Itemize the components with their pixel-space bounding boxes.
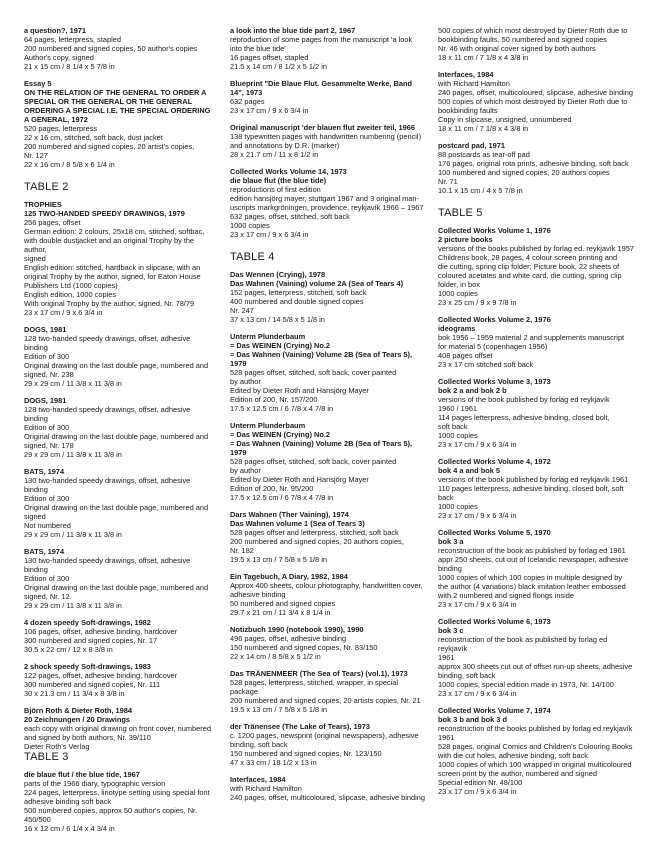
entry-detail-line: 29 x 29 cm / 11 3/8 x 11 3/8 in xyxy=(24,450,122,459)
table-heading: TABLE 5 xyxy=(438,207,483,219)
entry-detail-line: binding, soft back xyxy=(230,740,288,749)
entry-title-line: bok 4 a and bok 5 xyxy=(438,466,501,475)
catalogue-entry xyxy=(230,722,426,767)
entry-detail-line: 1000 copies, special edition made in 1973, Nr. 14/100 xyxy=(438,680,614,689)
entry-detail-line: edition hansjörg mayer, stuttgart 1967 and 3 original man- xyxy=(230,194,419,203)
catalogue-entry xyxy=(230,669,426,714)
entry-detail-line: 500 copies of which most destroyed by Dieter Roth due to xyxy=(438,26,628,35)
entry-detail-line: 23 x 17 cm / 9 x 6 3/4 in xyxy=(230,230,309,239)
entry-detail-line: versions of the book published by forlag ed reykjavík xyxy=(438,395,610,404)
entry-detail-line: 632 pages xyxy=(230,97,265,106)
entry-detail-line: 28 x 21.7 cm / 11 x 8 1/2 in xyxy=(230,150,319,159)
entry-detail-line: 23 x 17 cm / 9 x 6 3/4 in xyxy=(438,600,517,609)
entry-detail-line: 528 pages offset, stitched, soft back, cover painted xyxy=(230,457,397,466)
entry-title-line: BATS, 1974 xyxy=(24,547,65,556)
catalogue-entry xyxy=(230,123,426,159)
entry-detail-line: reproductions of first edition xyxy=(230,185,321,194)
catalogue-entry xyxy=(24,26,216,71)
entry-detail-line: 10.1 x 15 cm / 4 x 5 7/8 in xyxy=(438,186,523,195)
entry-detail-line: 21 x 15 cm / 8 1/4 x 5 7/8 in xyxy=(24,62,115,71)
entry-detail-line: appr 250 sheets, cut out of Icelandic newspaper, adhesive xyxy=(438,555,629,564)
entry-detail-line: 47 x 33 cm / 18 1/2 x 13 in xyxy=(230,758,317,767)
entry-detail-line: die cutting, spring clip folder; Picture book, 22 sheets of xyxy=(438,262,620,271)
entry-title-line: 4 dozen speedy Soft-drawings, 1982 xyxy=(24,618,151,627)
entry-detail-line: 152 pages, letterpress, stitched, soft back xyxy=(230,288,367,297)
entry-title-line: bok 3 b and bok 3 d xyxy=(438,715,507,724)
entry-detail-line: 500 copies of which most destroyed by Dieter Roth due to xyxy=(438,97,628,106)
entry-detail-line: 1000 copies of which 100 copies in multiple designed by xyxy=(438,573,623,582)
column-right xyxy=(438,26,638,804)
entry-detail-line: adhesive binding xyxy=(230,590,286,599)
entry-detail-line: Original drawing on the last double page, numbered and xyxy=(24,583,209,592)
entry-detail-line: 1000 copies xyxy=(438,289,478,298)
entry-detail-line: adhesive binding soft back xyxy=(24,797,112,806)
entry-title-line: Collected Works Volume 1, 1976 xyxy=(438,226,551,235)
entry-detail-line: 106 pages, offset, adhesive binding, hardcover xyxy=(24,627,178,636)
entry-detail-line: 21.5 x 14 cm / 8 1/2 x 5 1/2 in xyxy=(230,62,327,71)
entry-detail-line: 450/500 xyxy=(24,815,51,824)
entry-detail-line: Original drawing on the last double page, numbered and xyxy=(24,361,209,370)
catalogue-entry xyxy=(24,200,216,317)
entry-detail-line: 29 x 29 cm / 11 3/8 x 11 3/8 in xyxy=(24,530,122,539)
entry-title-line: BATS, 1974 xyxy=(24,467,65,476)
entry-detail-line: 256 pages, offset xyxy=(24,218,81,227)
table-heading: TABLE 2 xyxy=(24,181,69,193)
entry-title-line: TROPHIES xyxy=(24,200,62,209)
entry-detail-line: original Trophy by the author, signed, for Eaton House xyxy=(24,272,201,281)
entry-detail-line: 528 pages, original Comics and Children's Colouring Books xyxy=(438,742,633,751)
entry-detail-line: and annotations by D.R. (marker) xyxy=(230,141,340,150)
catalogue-entry xyxy=(230,572,426,617)
entry-detail-line: folder, in box xyxy=(438,280,480,289)
entry-detail-line: Not numbered xyxy=(24,521,71,530)
entry-detail-line: Original drawing on the last double page, numbered and xyxy=(24,503,209,512)
catalogue-entry xyxy=(438,377,638,449)
entry-detail-line: Edition of 200, Nr. 95/200 xyxy=(230,484,314,493)
entry-detail-line: signed xyxy=(24,254,46,263)
entry-detail-line: Edited by Dieter Roth and Hansjörg Mayer xyxy=(230,386,369,395)
entry-title-line: 2 shock speedy Soft-drawings, 1983 xyxy=(24,662,151,671)
entry-detail-line: reconstruction of the book as published by forlag ed reykjavík xyxy=(438,635,608,653)
entry-detail-line: with Richard Hamilton xyxy=(438,79,510,88)
entry-detail-line: 1000 copies of which 100 wrapped in original multicoloured xyxy=(438,760,632,769)
entry-detail-line: 1000 copies xyxy=(230,221,270,230)
entry-detail-line: 128 two-handed speedy drawings, offset, adhesive binding xyxy=(24,405,191,423)
entry-title-line: postcard pad, 1971 xyxy=(438,141,505,150)
entry-title-line: bok 3 a xyxy=(438,537,464,546)
entry-title-line: der Tränensee (The Lake of Tears), 1973 xyxy=(230,722,370,731)
entry-detail-line: reproduction of some pages from the manuscript 'a look xyxy=(230,35,413,44)
entry-detail-line: 1961 xyxy=(438,653,455,662)
entry-detail-line: English edition: stitched, hardback in slipcase, with an xyxy=(24,263,201,272)
entry-detail-line: 16 x 12 cm / 6 1/4 x 4 3/4 in xyxy=(24,824,115,833)
entry-title-line: Collected Works Volume 7, 1974 xyxy=(438,706,551,715)
entry-detail-line: 29 x 29 cm / 11 3/8 x 11 3/8 in xyxy=(24,601,122,610)
entry-detail-line: Edition of 300 xyxy=(24,494,70,503)
entry-detail-line: Nr. 247 xyxy=(230,306,254,315)
entry-title-line: Collected Works Volume 6, 1973 xyxy=(438,617,551,626)
entry-detail-line: 23 x 17 cm / 9 x 6 3/4 in xyxy=(438,511,517,520)
table-heading: TABLE 4 xyxy=(230,251,275,263)
entry-title-line: SPECIAL OR THE GENERAL OR THE GENERAL xyxy=(24,97,193,106)
entry-detail-line: versions of the book published by forlag ed reykjavík 1961 xyxy=(438,475,629,484)
entry-detail-line: 300 numbered and signed copies, Nr. 111 xyxy=(24,680,161,689)
entry-title-line: Original manuscript 'der blauen flut zweiter teil, 1966 xyxy=(230,123,415,132)
entry-detail-line: 22 x 14 cm / 8 5/8 x 5 1/2 in xyxy=(230,652,321,661)
catalogue-entry xyxy=(438,457,638,520)
entry-title-line: Collected Works Volume 5, 1970 xyxy=(438,528,551,537)
entry-title-line: = Das WEINEN (Crying) No.2 xyxy=(230,430,330,439)
entry-title-line: ON THE RELATION OF THE GENERAL TO ORDER A xyxy=(24,88,207,97)
entry-title-line: Collected Works Volume 3, 1973 xyxy=(438,377,551,386)
entry-detail-line: Edition of 200, Nr. 157/200 xyxy=(230,395,318,404)
entry-title-line: Das TRÄNENMEER (The Sea of Tears) (vol.1), 1973 xyxy=(230,669,408,678)
entry-detail-line: 528 pages, letterpress, stitched, wrapper, in special xyxy=(230,678,399,687)
entry-detail-line: 23 x 17 cm / 9 x 6 3/4 in xyxy=(230,106,309,115)
entry-title-line: Collected Works Volume 14, 1973 xyxy=(230,167,347,176)
entry-title-line: Das Wennen (Crying), 1978 xyxy=(230,270,326,279)
entry-title-line: = Das WEINEN (Crying) No.2 xyxy=(230,341,330,350)
entry-detail-line: Copy in slipcase, unsigned, unnumbered xyxy=(438,115,572,124)
catalogue-entry xyxy=(24,467,216,539)
entry-detail-line: Nr. 182 xyxy=(230,546,254,555)
catalogue-entry xyxy=(230,79,426,115)
entry-detail-line: c. 1200 pages, newsprint (original newspapers), adhesive xyxy=(230,731,419,740)
entry-detail-line: 138 typewritten pages with handwritten numbering (pencil) xyxy=(230,132,422,141)
entry-detail-line: 29 x 29 cm / 11 3/8 x 11 3/8 in xyxy=(24,379,122,388)
catalogue-entry xyxy=(230,332,426,413)
catalogue-entry xyxy=(438,528,638,609)
entry-title-line: 1979 xyxy=(230,359,247,368)
entry-detail-line: 37 x 13 cm / 14 5/8 x 5 1/8 in xyxy=(230,315,325,324)
entry-detail-line: 224 pages, letterpress, linotype setting using special font xyxy=(24,788,210,797)
entry-detail-line: 18 x 11 cm / 7 1/8 x 4 3/8 in xyxy=(438,124,529,133)
entry-detail-line: parts of the 1966 diary, typographic version xyxy=(24,779,166,788)
entry-detail-line: each copy with original drawing on front cover, numbered xyxy=(24,724,211,733)
table-heading: TABLE 3 xyxy=(24,751,69,763)
catalogue-entry xyxy=(230,270,426,324)
entry-detail-line: 632 pages, offset, stitched, soft back xyxy=(230,212,350,221)
entry-detail-line: Edited by Dieter Roth and Hansjörg Mayer xyxy=(230,475,369,484)
entry-detail-line: English edition, 1000 copies xyxy=(24,290,117,299)
entry-title-line: Collected Works Volume 4, 1972 xyxy=(438,457,551,466)
entry-title-line: = Das Wahnen (Vaining) Volume 2B (Sea of Tears 5), xyxy=(230,350,412,359)
catalogue-entry xyxy=(24,770,216,833)
catalogue-entry xyxy=(438,26,638,62)
catalogue-entry xyxy=(230,421,426,502)
entry-detail-line: 130 two-handed speedy drawings, offset, adhesive binding xyxy=(24,556,191,574)
catalogue-entry xyxy=(230,167,426,239)
catalogue-entry xyxy=(24,547,216,610)
entry-detail-line: 200 numbered and signed copies, 20 artist's copies, xyxy=(24,142,195,151)
entry-detail-line: signed, Nr. 178 xyxy=(24,441,74,450)
entry-detail-line: 23 x 17 cm / 9 x 6 3/4 in xyxy=(438,787,517,796)
entry-detail-line: 17.5 x 12.5 cm / 6 7/8 x 4 7/8 in xyxy=(230,404,334,413)
entry-detail-line: with Richard Hamilton xyxy=(230,784,302,793)
entry-detail-line: uscripts markgröningen, providence, reykjavík 1966 – 1967 xyxy=(230,203,424,212)
entry-detail-line: approx 300 sheets cut out of offset run-up sheets, adhesive xyxy=(438,662,633,671)
entry-title-line: DOGS, 1981 xyxy=(24,325,67,334)
entry-detail-line: 100 numbered and signed copies, 20 authors copies xyxy=(438,168,610,177)
entry-detail-line: 176 pages, original rota prints, adhesive binding, soft back xyxy=(438,159,629,168)
entry-detail-line: signed xyxy=(24,512,46,521)
entry-detail-line: back xyxy=(438,493,454,502)
entry-detail-line: 50 numbered and signed copies xyxy=(230,599,336,608)
entry-detail-line: Nr. 71 xyxy=(438,177,458,186)
entry-detail-line: into the blue tide' xyxy=(230,44,286,53)
entry-detail-line: 110 pages letterpress, adhesive binding, closed bolt, soft xyxy=(438,484,624,493)
catalogue-entry xyxy=(24,662,216,698)
entry-title-line: die blaue flut (the blue tide) xyxy=(230,176,327,185)
entry-title-line: ORDERING A SPECIAL I.E. THE SPECIAL ORDERING xyxy=(24,106,211,115)
entry-detail-line: Childrens book, 28 pages, 4 colour screen printing and xyxy=(438,253,618,262)
entry-title-line: Dars Wahnen (Ther Vaining), 1974 xyxy=(230,510,349,519)
entry-detail-line: coloured acetates and white card, die cutting, spring clip xyxy=(438,271,622,280)
entry-detail-line: bookbinding faults xyxy=(438,106,498,115)
entry-detail-line: with 2 numbered and signed flongs inside xyxy=(438,591,574,600)
entry-detail-line: signed, Nr. 238 xyxy=(24,370,74,379)
entry-title-line: 2 picture books xyxy=(438,235,493,244)
entry-detail-line: 23 x 17 cm stitched soft back xyxy=(438,360,534,369)
entry-detail-line: 200 numbered and signed copies, 20 artists copies, Nr. 21 xyxy=(230,696,421,705)
entry-detail-line: 500 numbered copies, approx 50 author's copies, Nr. xyxy=(24,806,198,815)
catalogue-entry xyxy=(24,618,216,654)
entry-detail-line: 300 numbered and signed copies, Nr. 17 xyxy=(24,636,158,645)
entry-detail-line: Edition of 300 xyxy=(24,352,70,361)
entry-title-line: Essay 5 xyxy=(24,79,52,88)
entry-detail-line: 528 pages offset and letterpress, stitched, soft back xyxy=(230,528,399,537)
entry-detail-line: German edition: 2 colours, 25x18 cm, stitched, softbac, xyxy=(24,227,205,236)
entry-detail-line: and signed by both authors, Nr. 39/110 xyxy=(24,733,151,742)
entry-detail-line: Author's copy, signed xyxy=(24,53,94,62)
entry-title-line: a look into the blue tide part 2, 1967 xyxy=(230,26,356,35)
entry-detail-line: 200 numbered and signed copies, 20 authors copies, xyxy=(230,537,404,546)
catalogue-entry xyxy=(438,226,638,307)
entry-detail-line: bok 1956 – 1959 material 2 and supplements manuscript xyxy=(438,333,625,342)
entry-detail-line: the author (4 variations) black imitation leather embossed xyxy=(438,582,626,591)
entry-detail-line: 23 x 17 cm / 9 x 6 3/4 in xyxy=(438,689,517,698)
entry-title-line: Das Wahnen (Vaining) volume 2A (Sea of Tears 4) xyxy=(230,279,404,288)
entry-detail-line: 1000 copies xyxy=(438,431,478,440)
entry-detail-line: 1000 copies xyxy=(438,502,478,511)
entry-detail-line: bookbinding faults, 50 numbered and signed copies xyxy=(438,35,607,44)
entry-detail-line: by author xyxy=(230,377,261,386)
catalogue-entry xyxy=(438,706,638,796)
entry-detail-line: Special edition Nr. 48/100 xyxy=(438,778,523,787)
catalogue-entry xyxy=(438,70,638,133)
entry-detail-line: Nr. 127 xyxy=(24,151,48,160)
entry-detail-line: signed, Nr. 12 xyxy=(24,592,70,601)
entry-detail-line: 23 x 25 cm / 9 x 9 7/8 in xyxy=(438,298,517,307)
entry-detail-line: Publishers Ltd (1000 copies) xyxy=(24,281,118,290)
entry-title-line: a question?, 1971 xyxy=(24,26,87,35)
entry-detail-line: versions of the books published by forlag ed. reykjavík 1957 xyxy=(438,244,634,253)
entry-detail-line: With original Trophy by the author, signed, Nr. 78/79 xyxy=(24,299,195,308)
catalogue-entry xyxy=(438,315,638,369)
entry-title-line: Unterm Plunderbaum xyxy=(230,421,306,430)
catalogue-entry xyxy=(230,510,426,564)
entry-title-line: 1979 xyxy=(230,448,247,457)
entry-detail-line: Edition of 300 xyxy=(24,574,70,583)
entry-detail-line: 22 x 16 cm, stitched, soft back, dust jacket xyxy=(24,133,163,142)
entry-title-line: Blueprint "Die Blaue Flut. Gesammelte Werke, Band xyxy=(230,79,413,88)
entry-detail-line: 30 x 21.3 cm / 11 3/4 x 8 3/8 in xyxy=(24,689,125,698)
entry-detail-line: Approx 400 sheets, colour photography, handwritten cover, xyxy=(230,581,423,590)
catalogue-entry xyxy=(230,775,426,802)
entry-detail-line: reconstruction of the book as published by forlag ed 1961 xyxy=(438,546,626,555)
entry-detail-line: 130 two-handed speedy drawings, offset, adhesive binding xyxy=(24,476,191,494)
entry-detail-line: 23 x 17 cm / 9 x 6 3/4 in xyxy=(438,440,517,449)
entry-detail-line: 1960 / 1961 xyxy=(438,404,478,413)
column-middle xyxy=(230,26,426,810)
entry-detail-line: binding xyxy=(438,564,462,573)
catalogue-entry xyxy=(230,26,426,71)
entry-title-line: ideograms xyxy=(438,324,476,333)
entry-title-line: Notizbuch 1990 (notebook 1990), 1990 xyxy=(230,625,364,634)
catalogue-entry xyxy=(24,706,216,751)
catalogue-entry xyxy=(230,625,426,661)
entry-title-line: = Das Wahnen (Vaining) Volume 2B (Sea of Tears 5), xyxy=(230,439,412,448)
entry-title-line: Collected Works Volume 2, 1976 xyxy=(438,315,551,324)
entry-detail-line: with double dustjacket and an original Trophy by the author, xyxy=(24,236,195,254)
catalogue-entry xyxy=(24,396,216,459)
entry-title-line: A GENERAL, 1972 xyxy=(24,115,88,124)
entry-detail-line: 64 pages, letterpress, stapled xyxy=(24,35,121,44)
entry-detail-line: 496 pages, offset, adhesive binding xyxy=(230,634,347,643)
entry-detail-line: reconstruction of the books published by forlag ed reykjavík xyxy=(438,724,633,733)
entry-title-line: Unterm Plunderbaum xyxy=(230,332,306,341)
entry-detail-line: binding, soft back xyxy=(438,671,496,680)
entry-detail-line: 528 pages offset, stitched, soft back, cover painted xyxy=(230,368,397,377)
entry-detail-line: 200 numbered and signed copies, 50 author's copies xyxy=(24,44,198,53)
entry-detail-line: 128 two-handed speedy drawings, offset, adhesive binding xyxy=(24,334,191,352)
catalogue-entry xyxy=(438,617,638,698)
entry-title-line: Das Wahnen volume 1 (Sea of Tears 3) xyxy=(230,519,365,528)
entry-title-line: Björn Roth & Dieter Roth, 1984 xyxy=(24,706,132,715)
catalogue-entry xyxy=(24,79,216,169)
entry-detail-line: 1961 xyxy=(438,733,455,742)
entry-title-line: bok 3 c xyxy=(438,626,464,635)
entry-detail-line: 88 postcards as tear-off pad xyxy=(438,150,530,159)
entry-detail-line: 122 pages, offset, adhesive binding, hardcover xyxy=(24,671,178,680)
entry-detail-line: 22 x 16 cm / 8 5/8 x 6 1/4 in xyxy=(24,160,115,169)
catalogue-entry xyxy=(24,325,216,388)
entry-detail-line: screen print by the author, numbered and signed xyxy=(438,769,598,778)
entry-detail-line: 240 pages, offset, multicoloured, slipcase, adhesive binding xyxy=(438,88,634,97)
entry-detail-line: 23 x 17 cm / 9 x 6 3/4 in xyxy=(24,308,103,317)
entry-title-line: 20 Zeichnungen / 20 Drawings xyxy=(24,715,130,724)
entry-title-line: Ein Tagebuch, A Diary, 1982, 1984 xyxy=(230,572,348,581)
catalogue-entry xyxy=(438,141,638,195)
entry-title-line: die blaue flut / the blue tide, 1967 xyxy=(24,770,140,779)
entry-title-line: 125 TWO-HANDED SPEEDY DRAWINGS, 1979 xyxy=(24,209,185,218)
entry-detail-line: 520 pages, letterpress xyxy=(24,124,98,133)
entry-detail-line: Edition of 300 xyxy=(24,423,70,432)
entry-detail-line: 240 pages, offset, multicoloured, slipcase, adhesive binding xyxy=(230,793,426,802)
entry-detail-line: 30.5 x 22 cm / 12 x 8 3/8 in xyxy=(24,645,113,654)
entry-detail-line: Original drawing on the last double page, numbered and xyxy=(24,432,209,441)
entry-title-line: Interfaces, 1984 xyxy=(230,775,286,784)
entry-detail-line: soft back xyxy=(438,422,468,431)
entry-detail-line: with die cut holes, adhesive binding, soft back xyxy=(438,751,588,760)
entry-title-line: DOGS, 1981 xyxy=(24,396,67,405)
entry-detail-line: 150 numbered and signed copies, Nr. 83/150 xyxy=(230,643,378,652)
entry-title-line: Interfaces, 1984 xyxy=(438,70,494,79)
entry-detail-line: 114 pages letterpress, adhesive binding, closed bolt, xyxy=(438,413,610,422)
entry-detail-line: 408 pages offset xyxy=(438,351,493,360)
entry-detail-line: Dieter Roth's Verlag xyxy=(24,742,90,751)
entry-detail-line: by author xyxy=(230,466,261,475)
entry-title-line: bok 2 a and bok 2 b xyxy=(438,386,507,395)
entry-detail-line: package xyxy=(230,687,258,696)
entry-detail-line: 29.7 x 21 cm / 11 3/4 x 8 1/4 in xyxy=(230,608,331,617)
entry-detail-line: 150 numbered and signed copies, Nr. 123/150 xyxy=(230,749,382,758)
entry-detail-line: for material 5 (copenhagen 1956) xyxy=(438,342,548,351)
entry-detail-line: 400 numbered and double signed copies xyxy=(230,297,364,306)
entry-detail-line: Nr. 46 with original cover signed by both authors xyxy=(438,44,596,53)
entry-detail-line: 18 x 11 cm / 7 1/8 x 4 3/8 in xyxy=(438,53,529,62)
entry-detail-line: 19.5 x 13 cm / 7 5/8 x 5 1/8 in xyxy=(230,555,327,564)
entry-detail-line: 16 pages offset, stapled xyxy=(230,53,309,62)
entry-title-line: 14", 1973 xyxy=(230,88,263,97)
column-left xyxy=(24,26,216,841)
entry-detail-line: 19.5 x 13 cm / 7 5/8 x 5 1/8 in xyxy=(230,705,327,714)
entry-detail-line: 17.5 x 12.5 cm / 6 7/8 x 4 7/8 in xyxy=(230,493,334,502)
